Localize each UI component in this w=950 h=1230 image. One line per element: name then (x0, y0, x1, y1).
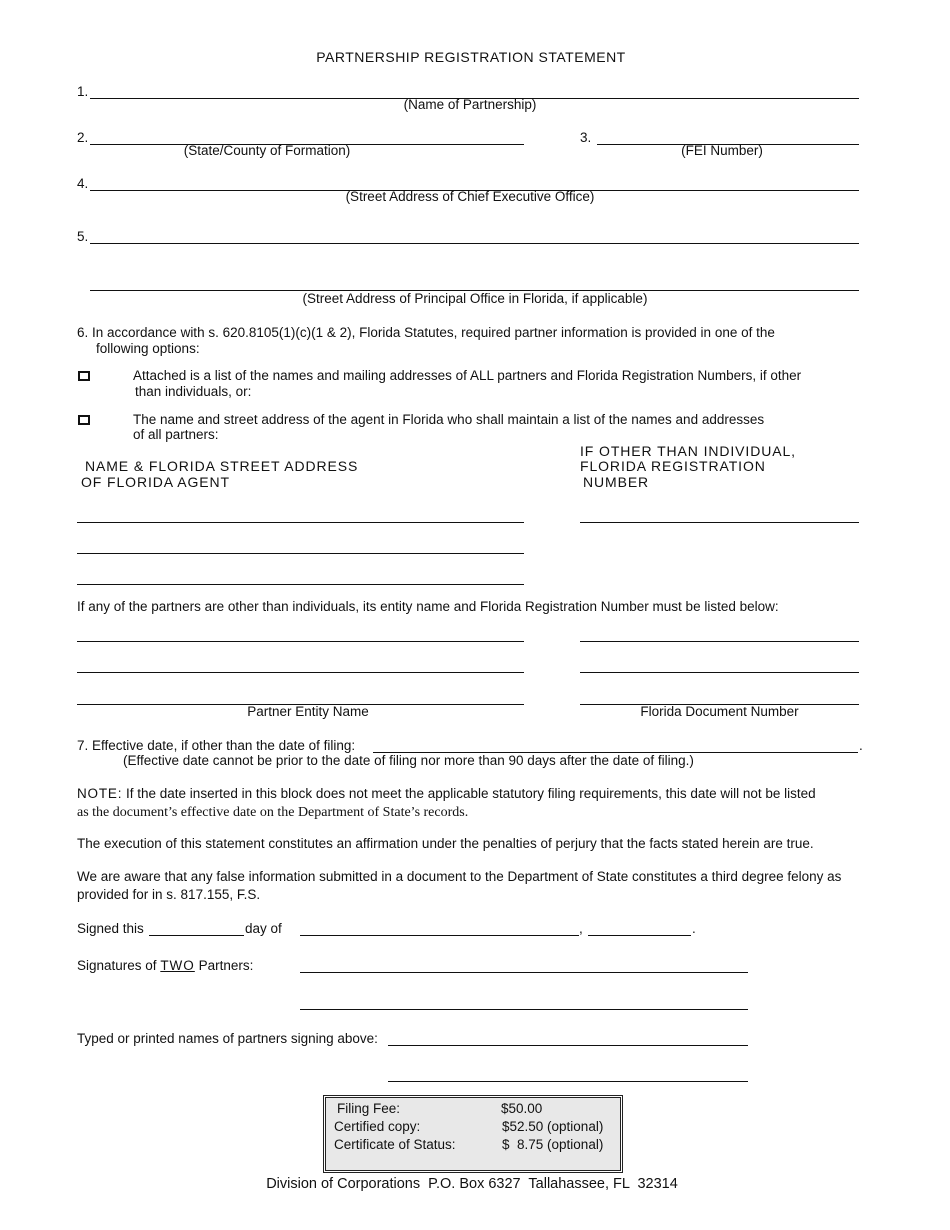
signed-year-field[interactable] (588, 935, 691, 936)
registration-heading-line-1: IF OTHER THAN INDIVIDUAL, (580, 443, 796, 459)
option-1-line-2: than individuals, or: (135, 384, 252, 399)
effective-date-label: 7. Effective date, if other than the date of filing: (77, 738, 356, 753)
note-line-1 (77, 786, 816, 801)
entity-intro-text: If any of the partners are other than individuals, its entity name and Florida Registration Number must be listed below: (77, 599, 779, 614)
agent-heading-line-2: OF FLORIDA AGENT (81, 474, 230, 490)
option-1-checkbox[interactable] (78, 371, 90, 381)
signatures-label (77, 958, 253, 973)
field-4-number: 4. (77, 176, 89, 191)
filing-fee-label: Filing Fee: (337, 1101, 401, 1116)
chief-executive-office-caption: (Street Address of Chief Executive Office) (345, 189, 595, 204)
note-line-2: as the document’s effective date on the Department of State’s records. (77, 805, 469, 820)
entity-name-line-1[interactable] (77, 641, 524, 642)
principal-office-field-line-1[interactable] (90, 243, 859, 244)
effective-date-note: (Effective date cannot be prior to the date of filing nor more than 90 days after the date of filing.) (123, 753, 694, 768)
state-county-caption: (State/County of Formation) (183, 143, 351, 158)
principal-office-caption: (Street Address of Principal Office in Florida, if applicable) (302, 291, 648, 306)
agent-registration-number-line[interactable] (580, 522, 859, 523)
signed-this-label: Signed this (77, 921, 144, 936)
option-2-checkbox[interactable] (78, 415, 90, 425)
signatures-two: TWO (160, 958, 195, 973)
document-number-caption: Florida Document Number (640, 704, 799, 719)
certificate-status-value: $ 8.75 (optional) (502, 1137, 604, 1152)
filing-fee-value: $50.00 (501, 1101, 543, 1116)
signed-comma: , (579, 921, 583, 936)
signature-line-2[interactable] (300, 1009, 748, 1010)
certified-copy-value: $52.50 (optional) (502, 1119, 604, 1134)
registration-heading-line-2: FLORIDA REGISTRATION (580, 458, 766, 474)
agent-address-line-3[interactable] (77, 584, 524, 585)
field-3-number: 3. (580, 130, 592, 145)
entity-name-caption: Partner Entity Name (247, 704, 369, 719)
option-2-line-2: of all partners: (133, 427, 219, 442)
note-line-1-text: If the date inserted in this block does not meet the applicable statutory filing requirements, this date will not be listed (122, 786, 816, 801)
document-number-line-1[interactable] (580, 641, 859, 642)
option-2-line-1: The name and street address of the agent in Florida who shall maintain a list of the names and addresses (133, 412, 765, 427)
signatures-prefix: Signatures of (77, 958, 161, 973)
fee-box (325, 1097, 621, 1171)
document-number-line-2[interactable] (580, 672, 859, 673)
signed-day-field[interactable] (149, 935, 244, 936)
field-2-number: 2. (77, 130, 89, 145)
field-5-number: 5. (77, 229, 89, 244)
agent-heading-line-1: NAME & FLORIDA STREET ADDRESS (85, 458, 359, 474)
signature-line-1[interactable] (300, 972, 748, 973)
partnership-name-caption: (Name of Partnership) (403, 97, 537, 112)
registration-heading-line-3: NUMBER (583, 474, 650, 490)
day-of-label: day of (245, 921, 282, 936)
signatures-suffix: Partners: (194, 958, 254, 973)
signed-month-field[interactable] (300, 935, 579, 936)
typed-names-label: Typed or printed names of partners signing above: (77, 1031, 378, 1046)
typed-name-line-1[interactable] (388, 1045, 748, 1046)
fei-number-caption: (FEI Number) (681, 143, 763, 158)
note-label: NOTE: (77, 786, 123, 801)
signed-period: . (692, 921, 696, 936)
certificate-status-label: Certificate of Status: (334, 1137, 456, 1152)
entity-name-line-2[interactable] (77, 672, 524, 673)
page-title: PARTNERSHIP REGISTRATION STATEMENT (316, 49, 626, 65)
awareness-line-2: provided for in s. 817.155, F.S. (77, 887, 261, 902)
awareness-line-1: We are aware that any false information submitted in a document to the Department of State constitutes a third degree felony as (77, 869, 842, 884)
typed-name-line-2[interactable] (388, 1081, 748, 1082)
effective-date-period: . (859, 738, 863, 753)
section-6-intro-line-1: 6. In accordance with s. 620.8105(1)(c)(1 & 2), Florida Statutes, required partner information is provided in one of the (77, 325, 775, 340)
option-1-line-1: Attached is a list of the names and mailing addresses of ALL partners and Florida Registration Numbers, if other (133, 368, 802, 383)
certified-copy-label: Certified copy: (334, 1119, 421, 1134)
affirmation-text: The execution of this statement constitutes an affirmation under the penalties of perjury that the facts stated herein are true. (77, 836, 814, 851)
agent-address-line-2[interactable] (77, 553, 524, 554)
agent-address-line-1[interactable] (77, 522, 524, 523)
section-6-intro-line-2: following options: (96, 341, 200, 356)
footer-address: Division of Corporations P.O. Box 6327 Tallahassee, FL 32314 (266, 1176, 678, 1192)
field-1-number: 1. (77, 84, 89, 99)
